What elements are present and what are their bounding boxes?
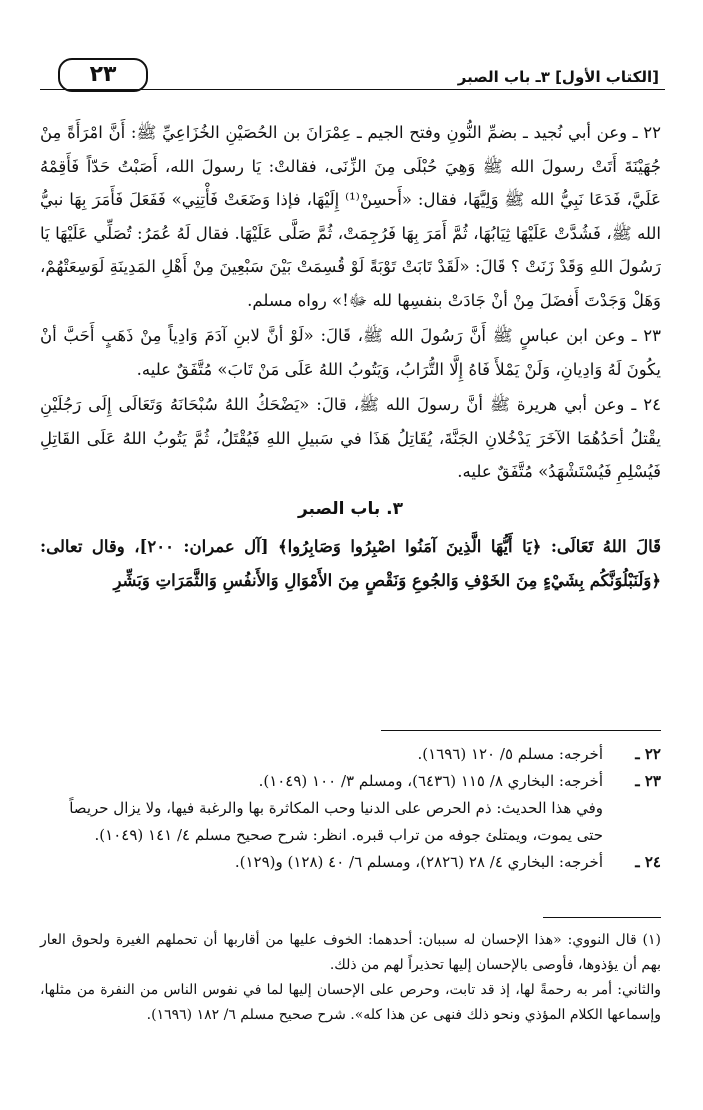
footnote-23 [40, 768, 661, 849]
footnote-text: أخرجه: البخاري ٤/ ٢٨ (٢٨٢٦)، ومسلم ٦/ ٤٠ (١٢٨) و(١٢٩). [234, 853, 603, 871]
footnotes [40, 730, 661, 876]
footnote-text: أخرجه: مسلم ٥/ ١٢٠ (١٦٩٦). [417, 745, 603, 763]
page-header [40, 58, 665, 96]
page-number: ٢٣ [58, 58, 148, 92]
endnotes [40, 928, 661, 1028]
footnote-text: أخرجه: البخاري ٨/ ١١٥ (٦٤٣٦)، ومسلم ٣/ ١٠٠ (١٠٤٩). [258, 772, 603, 790]
footnote-number: ٢٤ ـ [635, 853, 661, 871]
footnote-text: وفي هذا الحديث: ذم الحرص على الدنيا وحب المكاثرة بها والرغبة فيها، ولا يزال حريصاً حتى يموت، ويمتلئ جوفه من تراب قبره. انظر: شرح صحيح مسلم ٤/ ١٤١ (١٠٤٩). [69, 799, 603, 844]
hadith-23: ٢٣ ـ وعن ابن عباسٍ ﷺ أَنَّ رَسُولَ الله ﷺ، قَالَ: «لَوْ أنَّ لابنِ آدَمَ وَادِياً مِنْ ذَهَبٍ أَحَبَّ أنْ يكُونَ لَهُ وَادِيانِ، وَلَنْ يَمْلأَ فَاهُ إِلَّا التُّرَابُ، وَيَتُوبُ اللهُ عَلَى مَنْ تَابَ» مُتَّفَقٌ عليه. [40, 326, 661, 379]
note-paragraph: (١) قال النووي: «هذا الإحسان له سببان: أحدهما: الخوف عليها من أقاربها أن تحملهم الغيرة ولحوق العار بهم أن يؤذوها، فأوصى بالإحسان إليها تحذيراً لهم من ذلك. [40, 932, 661, 973]
running-title: [الكتاب الأول] ٣ـ باب الصبر [457, 68, 659, 86]
main-text [40, 116, 661, 597]
section-title: ٣. باب الصبر [297, 498, 403, 519]
footnote-number: ٢٢ ـ [635, 745, 661, 763]
hadith-22: ٢٢ ـ وعن أبي نُجيد ـ بضمِّ النُّونِ وفتح الجيم ـ عِمْرَانَ بن الحُصَيْنِ الخُزَاعِيِّ ﷺ: أَنَّ امْرَأَةً مِنْ جُهَيْنَةَ أَتَتْ رسولَ الله ﷺ وَهِيَ حُبْلَى مِنَ الزِّنَى، فقالتْ: يَا رسولَ الله، أَصَبْتُ حَدّاً فَأَقِمْهُ عَلَيَّ، فَدَعَا نَبِيُّ الله ﷺ وَلِيَّهَا، فقال: «أَحسِنْ⁽¹⁾ إِلَيْهَا، فإذا وَضَعَتْ فَأْتِنِي» فَفَعَلَ فَأَمَرَ بِهَا نبيُّ الله ﷺ، فَشُدَّتْ عَلَيْهَا ثِيَابُهَا، ثُمَّ أَمَرَ بِهَا فَرُجِمَتْ، ثُمَّ صَلَّى عَلَيْهَا. فقال لَهُ عُمَرُ: تُصَلِّي عَلَيْهَا يَا رَسُولَ اللهِ وَقَدْ زَنَتْ ؟ قَالَ: «لَقَدْ تَابَتْ تَوْبَةً لَوْ قُسِمَتْ بَيْنَ سَبْعِينَ مِنْ أَهْلِ المَدِينَةِ لَوَسِعَتْهُمْ، وَهَلْ وَجَدْتَ أَفضَلَ مِنْ أنْ جَادَتْ بنفسِها لله ﷻ!» رواه مسلم. [40, 123, 661, 310]
footnote-rule [381, 730, 661, 731]
notes-rule [543, 917, 661, 918]
header-rule [40, 89, 665, 90]
hadith-24: ٢٤ ـ وعن أبي هريرة ﷺ أنَّ رسولَ الله ﷺ، قالَ: «يَضْحَكُ اللهُ سُبْحَانَهُ وَتَعَالَى إِلَى رَجُلَيْنِ يقْتلُ أحَدُهُمَا الآخَرَ يَدْخُلانِ الجَنَّةَ، يُقَاتِلُ هَذَا في سَبيلِ اللهِ فَيُقْتَلُ، ثُمَّ يَتُوبُ اللهُ عَلَى القَاتِلِ فَيُسْلِمِ فَيُسْتَشْهَدُ» مُتَّفَقٌ عليه. [40, 395, 661, 481]
note-paragraph: والثاني: أمر به رحمةً لها، إذ قد تابت، وحرص على الإحسان إليها لما في نفوس الناس من النفرة من مثلها، وإسماعها الكلام المؤذي ونحو ذلك فنهى عن هذا كله». شرح صحيح مسلم ٦/ ١٨٢ (١٦٩٦). [40, 982, 661, 1023]
footnote-24 [40, 849, 661, 876]
footnote-22 [40, 741, 661, 768]
footnote-number: ٢٣ ـ [635, 772, 661, 790]
section-intro: قَالَ اللهُ تَعَالَى: ﴿يَا أَيُّهَا الَّذِينَ آمَنُوا اصْبِرُوا وَصَابِرُوا﴾ [آل عمران: ٢٠٠]، وقال تعالى: ﴿وَلَنَبْلُوَنَّكُم بِشَيْءٍ مِنَ الخَوْفِ وَالجُوعِ وَنَقْصٍ مِنَ الأَمْوَالِ وَالأَنفُسِ وَالثَّمَرَاتِ وَبَشِّرِ [40, 537, 661, 590]
